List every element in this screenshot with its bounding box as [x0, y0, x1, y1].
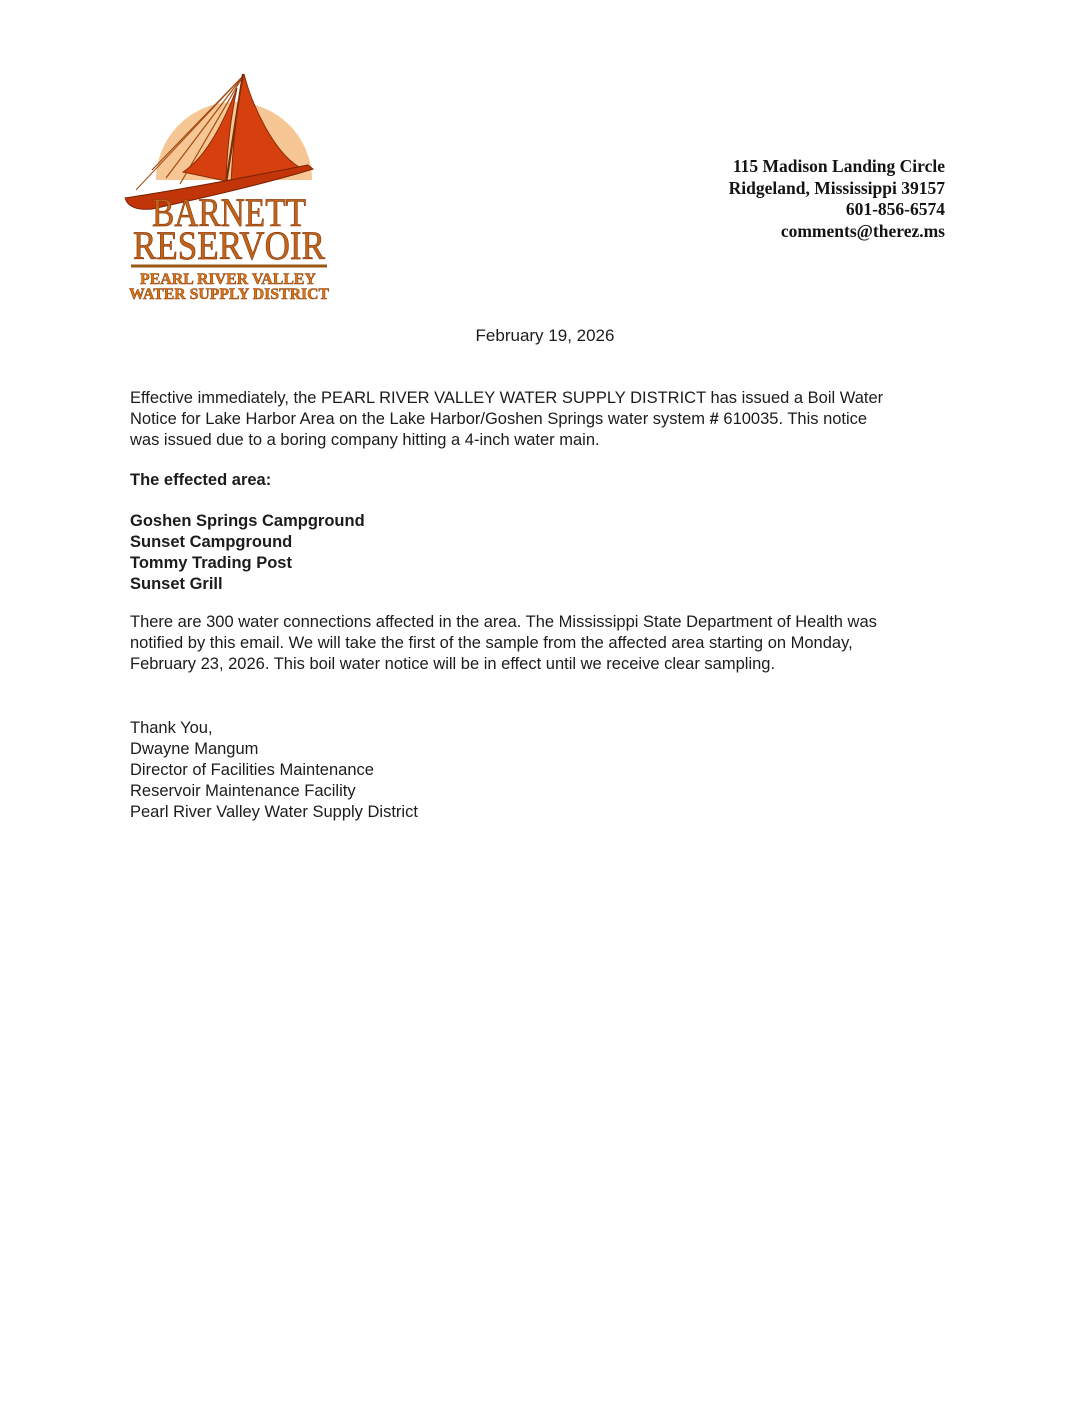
paragraph-sampling [130, 612, 954, 675]
letter-date: February 19, 2026 [475, 326, 615, 345]
contact-block [729, 156, 945, 242]
paragraph-notice [130, 388, 954, 451]
affected-area-list [130, 511, 954, 595]
paragraph-notice-line1: Effective immediately, the PEARL RIVER VALLEY WATER SUPPLY DISTRICT has issued a Boil Water [130, 389, 884, 407]
phone-number: 601-856-6574 [845, 199, 945, 219]
affected-area-item: Sunset Campground [130, 533, 293, 551]
signature-title: Director of Facilities Maintenance [130, 761, 374, 779]
signature-org2: Pearl River Valley Water Supply District [130, 803, 418, 821]
signature-block [130, 718, 954, 823]
paragraph-sampling-line2: notified by this email. We will take the first of the sample from the affected area starting on Monday, [130, 634, 853, 652]
closing: Thank You, [130, 719, 213, 737]
address-line2: Ridgeland, Mississippi 39157 [728, 177, 945, 198]
signature-name: Dwayne Mangum [130, 740, 259, 758]
email-address: comments@therez.ms [780, 220, 945, 241]
logo-subtitle-line2: WATER SUPPLY DISTRICT [129, 286, 330, 303]
paragraph-notice-line2: Notice for Lake Harbor Area on the Lake Harbor/Goshen Springs water system # 610035. This notice [130, 410, 868, 428]
system-number-hash: # [709, 410, 719, 428]
paragraph-sampling-line3: February 23, 2026. This boil water notice will be in effect until we receive clear sampling. [130, 655, 776, 673]
address-line1: 115 Madison Landing Circle [732, 156, 945, 176]
logo-title-line2: RESERVOIR [133, 223, 326, 268]
letter-body [130, 388, 954, 823]
logo-subtitle-line1: PEARL RIVER VALLEY [140, 271, 316, 288]
signature-org1: Reservoir Maintenance Facility [130, 782, 356, 800]
paragraph-sampling-line1: There are 300 water connections affected in the area. The Mississippi State Department of Health was [130, 613, 877, 631]
affected-area-item: Goshen Springs Campground [130, 512, 365, 530]
barnett-reservoir-logo [122, 68, 334, 304]
paragraph-notice-line3: was issued due to a boring company hitting a 4-inch water main. [130, 431, 600, 449]
logo-graphic [122, 68, 334, 304]
affected-area-heading: The effected area: [130, 471, 272, 489]
affected-area-item: Tommy Trading Post [130, 554, 292, 572]
affected-area-item: Sunset Grill [130, 575, 223, 593]
sailboat-sun-icon [125, 74, 313, 209]
logo-title-line1: BARNETT [152, 190, 306, 235]
